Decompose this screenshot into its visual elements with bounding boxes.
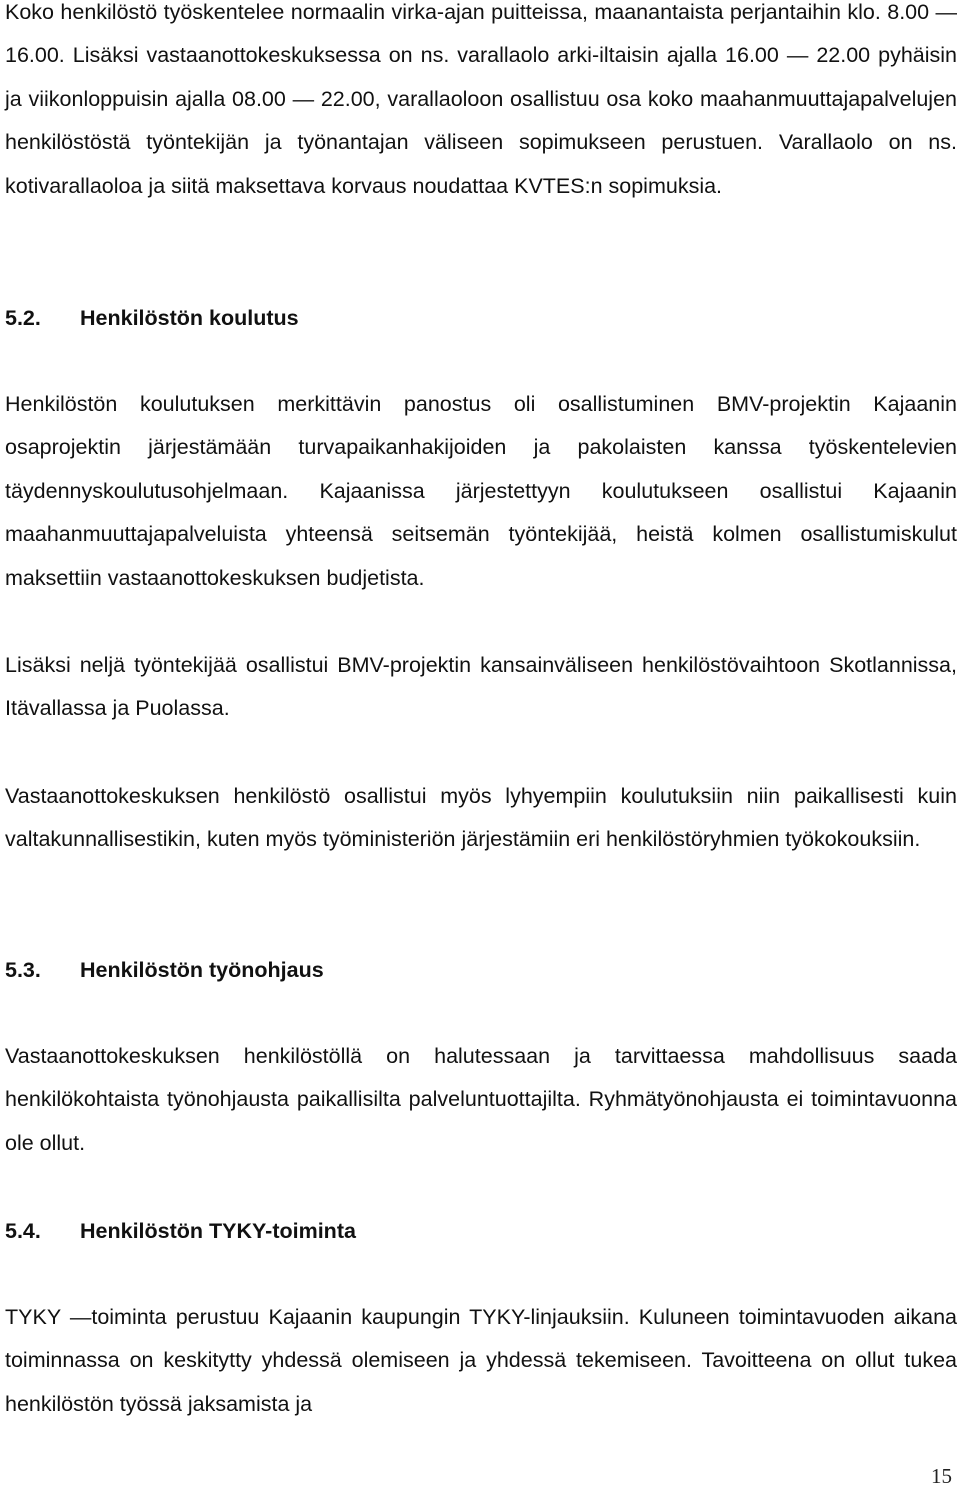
section-heading-5-2 — [5, 303, 299, 333]
paragraph-staff-exchange: Lisäksi neljä työntekijää osallistui BMV-projektin kansainväliseen henkilöstövaihtoon Skotlannissa, Itävallassa ja Puolassa. — [5, 653, 957, 721]
section-heading-5-4 — [5, 1216, 356, 1246]
paragraph-tyky: TYKY —toiminta perustuu Kajaanin kaupungin TYKY-linjauksiin. Kuluneen toimintavuoden aikana toiminnassa on keskitytty yhdessä olemiseen ja yhdessä tekemiseen. Tavoitteena on ollut tukea henkilöstön työssä jaksamista ja — [5, 1305, 957, 1416]
paragraph-short-trainings: Vastaanottokeskuksen henkilöstö osallistui myös lyhyempiin koulutuksiin niin paikallisesti kuin valtakunnallisestikin, kuten myös työministeriön järjestämiin eri henkilöstöryhmien työkokouksiin. — [5, 784, 957, 852]
paragraph-work-supervision: Vastaanottokeskuksen henkilöstöllä on halutessaan ja tarvittaessa mahdollisuus saada henkilökohtaista työnohjausta paikallisilta palveluntuottajilta. Ryhmätyönohjausta ei toimintavuonna ole ollut. — [5, 1044, 957, 1155]
paragraph-working-hours: Koko henkilöstö työskentelee normaalin virka-ajan puitteissa, maanantaista perjantaihin klo. 8.00 —16.00. Lisäksi vastaanottokeskuksessa on ns. varallaolo arki-iltaisin ajalla 16.00 — 22.00 pyhäisin ja viikonloppuisin ajalla 08.00 — 22.00, varallaoloon osallistuu osa koko maahanmuuttajapalvelujen henkilöstöstä työntekijän ja työnantajan väliseen sopimukseen perustuen. Varallaolo on ns. kotivarallaoloa ja siitä maksettava korvaus noudattaa KVTES:n sopimuksia. — [5, 0, 957, 198]
page-number: 15 — [931, 1464, 952, 1488]
section-number: 5.3. — [5, 958, 41, 982]
section-number: 5.4. — [5, 1219, 41, 1243]
section-number: 5.2. — [5, 306, 41, 330]
section-title: Henkilöstön TYKY-toiminta — [80, 1219, 356, 1243]
section-title: Henkilöstön koulutus — [80, 306, 299, 330]
paragraph-training: Henkilöstön koulutuksen merkittävin panostus oli osallistuminen BMV-projektin Kajaanin osaprojektin järjestämään turvapaikanhakijoiden ja pakolaisten kanssa työskentelevien täydennyskoulutusohjelmaan. Kajaanissa järjestettyyn koulutukseen osallistui Kajaanin maahanmuuttajapalveluista yhteensä seitsemän työntekijää, heistä kolmen osallistumiskulut maksettiin vastaanottokeskuksen budjetista. — [5, 392, 957, 590]
section-title: Henkilöstön työnohjaus — [80, 958, 324, 982]
section-heading-5-3 — [5, 955, 324, 985]
